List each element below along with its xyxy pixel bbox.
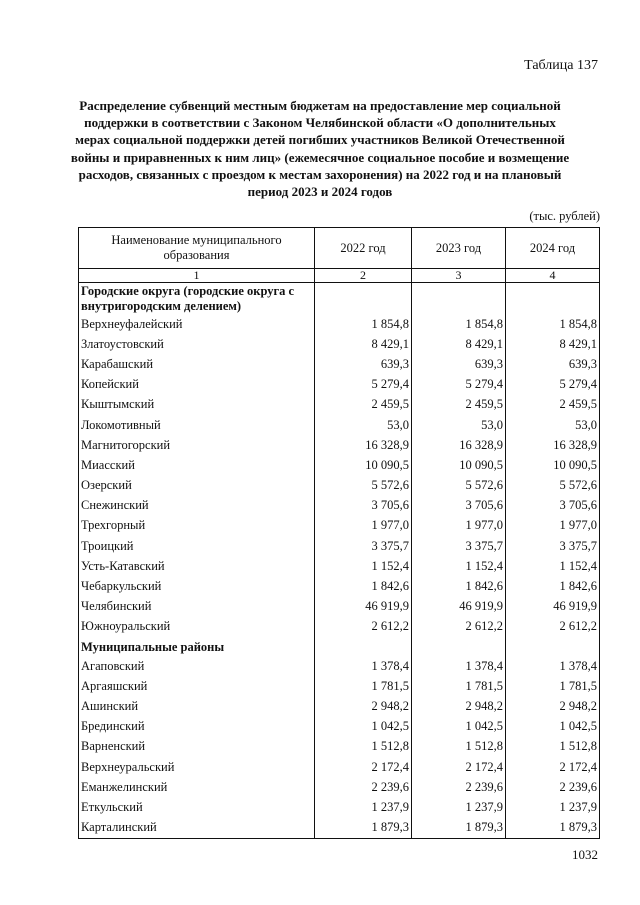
municipality-name: Варненский — [79, 737, 315, 757]
municipality-name: Локомотивный — [79, 415, 315, 435]
value-2024: 2 612,2 — [506, 617, 600, 637]
value-2023: 1 781,5 — [412, 676, 506, 696]
table-number-label: Таблица 137 — [524, 58, 598, 73]
municipality-name: Копейский — [79, 375, 315, 395]
value-2024: 1 042,5 — [506, 717, 600, 737]
municipality-name: Брединский — [79, 717, 315, 737]
value-2024: 3 705,6 — [506, 496, 600, 516]
municipality-name: Еткульский — [79, 797, 315, 817]
section-empty-cell — [412, 637, 506, 656]
value-2022: 10 090,5 — [315, 455, 412, 475]
page-number: 1032 — [572, 847, 598, 862]
table-row — [79, 415, 600, 435]
column-number: 1 — [79, 269, 315, 283]
value-2022: 8 429,1 — [315, 334, 412, 354]
table-row — [79, 435, 600, 455]
value-2023: 8 429,1 — [412, 334, 506, 354]
value-2022: 1 977,0 — [315, 516, 412, 536]
value-2024: 1 781,5 — [506, 676, 600, 696]
units-label: (тыс. рублей) — [529, 209, 600, 223]
value-2023: 5 572,6 — [412, 476, 506, 496]
table-row — [79, 576, 600, 596]
table-row — [79, 314, 600, 334]
municipality-name: Златоустовский — [79, 334, 315, 354]
value-2024: 1 854,8 — [506, 314, 600, 334]
value-2022: 1 378,4 — [315, 656, 412, 676]
municipality-name: Озерский — [79, 476, 315, 496]
value-2022: 5 572,6 — [315, 476, 412, 496]
value-2022: 2 948,2 — [315, 696, 412, 716]
value-2022: 639,3 — [315, 354, 412, 374]
value-2024: 1 378,4 — [506, 656, 600, 676]
section-header-row — [79, 637, 600, 656]
table-row — [79, 354, 600, 374]
value-2023: 3 705,6 — [412, 496, 506, 516]
municipality-name: Троицкий — [79, 536, 315, 556]
value-2022: 2 459,5 — [315, 395, 412, 415]
section-header-row — [79, 283, 600, 315]
column-number-row — [79, 269, 600, 283]
table-row — [79, 797, 600, 817]
value-2023: 1 854,8 — [412, 314, 506, 334]
header-row — [79, 228, 600, 269]
value-2023: 1 977,0 — [412, 516, 506, 536]
table-row — [79, 597, 600, 617]
value-2023: 1 237,9 — [412, 797, 506, 817]
municipality-name: Магнитогорский — [79, 435, 315, 455]
value-2024: 8 429,1 — [506, 334, 600, 354]
value-2022: 5 279,4 — [315, 375, 412, 395]
table-row — [79, 696, 600, 716]
value-2024: 5 279,4 — [506, 375, 600, 395]
section-title: Муниципальные районы — [79, 637, 315, 656]
value-2022: 53,0 — [315, 415, 412, 435]
value-2024: 1 977,0 — [506, 516, 600, 536]
table-row — [79, 556, 600, 576]
table-body — [79, 283, 600, 839]
value-2022: 16 328,9 — [315, 435, 412, 455]
municipality-name: Миасский — [79, 455, 315, 475]
table-row — [79, 496, 600, 516]
value-2022: 3 375,7 — [315, 536, 412, 556]
column-header-2023: 2023 год — [412, 228, 506, 269]
municipality-name: Усть-Катавский — [79, 556, 315, 576]
value-2023: 1 378,4 — [412, 656, 506, 676]
value-2024: 46 919,9 — [506, 597, 600, 617]
value-2023: 10 090,5 — [412, 455, 506, 475]
table-row — [79, 516, 600, 536]
column-header-2022: 2022 год — [315, 228, 412, 269]
value-2024: 2 459,5 — [506, 395, 600, 415]
value-2023: 1 042,5 — [412, 717, 506, 737]
value-2022: 2 612,2 — [315, 617, 412, 637]
value-2023: 3 375,7 — [412, 536, 506, 556]
table-row — [79, 334, 600, 354]
table-row — [79, 656, 600, 676]
column-number: 3 — [412, 269, 506, 283]
value-2023: 46 919,9 — [412, 597, 506, 617]
value-2024: 1 237,9 — [506, 797, 600, 817]
table-row — [79, 777, 600, 797]
value-2023: 639,3 — [412, 354, 506, 374]
table-row — [79, 455, 600, 475]
table-row — [79, 617, 600, 637]
table-row — [79, 476, 600, 496]
value-2024: 2 948,2 — [506, 696, 600, 716]
column-header-2024: 2024 год — [506, 228, 600, 269]
value-2023: 1 879,3 — [412, 818, 506, 839]
municipality-name: Ашинский — [79, 696, 315, 716]
value-2022: 2 239,6 — [315, 777, 412, 797]
value-2023: 2 948,2 — [412, 696, 506, 716]
section-empty-cell — [412, 283, 506, 315]
value-2022: 1 512,8 — [315, 737, 412, 757]
value-2023: 53,0 — [412, 415, 506, 435]
value-2023: 5 279,4 — [412, 375, 506, 395]
municipality-name: Верхнеуфалейский — [79, 314, 315, 334]
municipality-name: Чебаркульский — [79, 576, 315, 596]
value-2023: 2 459,5 — [412, 395, 506, 415]
value-2024: 5 572,6 — [506, 476, 600, 496]
table-row — [79, 536, 600, 556]
subvention-table — [78, 227, 600, 839]
municipality-name: Верхнеуральский — [79, 757, 315, 777]
section-empty-cell — [315, 283, 412, 315]
municipality-name: Агаповский — [79, 656, 315, 676]
value-2022: 1 237,9 — [315, 797, 412, 817]
municipality-name: Карабашский — [79, 354, 315, 374]
column-number: 2 — [315, 269, 412, 283]
table-row — [79, 757, 600, 777]
value-2024: 1 879,3 — [506, 818, 600, 839]
value-2022: 46 919,9 — [315, 597, 412, 617]
municipality-name: Еманжелинский — [79, 777, 315, 797]
value-2023: 16 328,9 — [412, 435, 506, 455]
value-2022: 1 879,3 — [315, 818, 412, 839]
municipality-name: Аргаяшский — [79, 676, 315, 696]
value-2023: 1 512,8 — [412, 737, 506, 757]
value-2023: 1 842,6 — [412, 576, 506, 596]
table-row — [79, 737, 600, 757]
value-2022: 2 172,4 — [315, 757, 412, 777]
value-2024: 3 375,7 — [506, 536, 600, 556]
table-row — [79, 395, 600, 415]
value-2024: 53,0 — [506, 415, 600, 435]
value-2023: 2 612,2 — [412, 617, 506, 637]
value-2024: 10 090,5 — [506, 455, 600, 475]
value-2023: 2 172,4 — [412, 757, 506, 777]
municipality-name: Челябинский — [79, 597, 315, 617]
value-2022: 1 152,4 — [315, 556, 412, 576]
municipality-name: Кыштымский — [79, 395, 315, 415]
section-title: Городские округа (городские округа с внутригородским делением) — [79, 283, 315, 315]
column-header-name: Наименование муниципального образования — [79, 228, 315, 269]
value-2022: 1 854,8 — [315, 314, 412, 334]
municipality-name: Карталинский — [79, 818, 315, 839]
value-2024: 1 152,4 — [506, 556, 600, 576]
value-2022: 1 042,5 — [315, 717, 412, 737]
section-empty-cell — [315, 637, 412, 656]
value-2023: 2 239,6 — [412, 777, 506, 797]
table-row — [79, 676, 600, 696]
value-2024: 1 512,8 — [506, 737, 600, 757]
value-2022: 3 705,6 — [315, 496, 412, 516]
value-2022: 1 842,6 — [315, 576, 412, 596]
column-number: 4 — [506, 269, 600, 283]
value-2024: 1 842,6 — [506, 576, 600, 596]
section-empty-cell — [506, 283, 600, 315]
table-row — [79, 818, 600, 839]
table-row — [79, 375, 600, 395]
table-row — [79, 717, 600, 737]
value-2024: 2 172,4 — [506, 757, 600, 777]
value-2024: 16 328,9 — [506, 435, 600, 455]
value-2024: 2 239,6 — [506, 777, 600, 797]
municipality-name: Трехгорный — [79, 516, 315, 536]
value-2024: 639,3 — [506, 354, 600, 374]
municipality-name: Южноуральский — [79, 617, 315, 637]
value-2023: 1 152,4 — [412, 556, 506, 576]
municipality-name: Снежинский — [79, 496, 315, 516]
value-2022: 1 781,5 — [315, 676, 412, 696]
document-title: Распределение субвенций местным бюджетам на предоставление мер социальной поддержки в соответствии с Законом Челябинской области «О дополнительных мерах социальной поддержки детей погибших участников Великой Отечественной войны и приравненных к ним лиц» (ежемесячное социальное пособие и возмещение расходов, связанных с проездом к местам захоронения) на 2022 год и на плановый период 2023 и 2024 годов — [70, 98, 570, 200]
section-empty-cell — [506, 637, 600, 656]
